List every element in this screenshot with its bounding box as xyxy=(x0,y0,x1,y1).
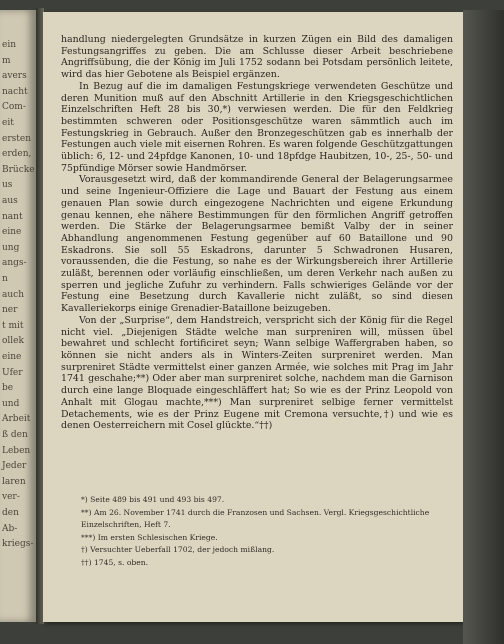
left-page-fragment: eit xyxy=(2,118,14,128)
paragraph: Von der „Surprise“, dem Handstreich, verspricht sich der König für die Regel nicht viel. „Diejenigen Städte welche man surpreniren will, müssen übel bewahret und schlecht fortificiret seyn; Wann selbige Waffergraben haben, so können sie nicht anders als in Winters-Zeiten surpreniret werden. Man surpreniret Städte vermittelst einer ganzen Armée, wie solches mit Prag im Jahr 1741 geschahe;**) Oder aber man surpreniret solche, nachdem man die Garnison durch eine lange Bloquade eingeschläffert hat; So wie es der Prinz Leopold von Anhalt mit Glogau machte,***) Man surpreniret selbige ferner vermittelst Detachements, wie es der Prinz Eugene mit Cremona versuchte,†) und wie es denen Oesterreichern mit Cosel glückte.“††) xyxy=(61,314,453,432)
left-page-fragment: den xyxy=(2,508,19,518)
left-page-fragment: nacht xyxy=(2,86,28,97)
footnote: *) Seite 489 bis 491 und 493 bis 497. xyxy=(81,495,225,504)
left-page-fragment: n xyxy=(2,274,8,284)
left-page-fragment: avers xyxy=(2,71,27,82)
left-page-edge xyxy=(0,10,36,622)
left-page-fragment: ß den xyxy=(2,430,28,440)
left-page-fragment: erden, xyxy=(2,149,32,160)
left-page-fragment: laren xyxy=(2,476,26,487)
left-page-fragment: Ab- xyxy=(2,523,18,534)
left-page-fragment: angs- xyxy=(2,258,27,269)
left-page-fragment: ein xyxy=(2,40,17,50)
left-page-fragment: Leben xyxy=(2,445,31,456)
left-page-fragment: m xyxy=(2,55,11,66)
left-page-fragment: us xyxy=(2,180,13,191)
left-page-fragment: aus xyxy=(2,196,18,206)
footnote: ††) 1745, s. oben. xyxy=(81,557,149,567)
left-page-fragment: ner xyxy=(2,305,18,316)
left-page-fragment: be xyxy=(2,383,14,394)
left-page-fragment: eine xyxy=(2,227,22,238)
footnotes xyxy=(81,494,441,569)
left-page-fragment: Com- xyxy=(2,102,26,113)
paragraph: handlung niedergelegten Grundsätze in kurzen Zügen ein Bild des damaligen Festungsangriffes zu geben. Die am Schlusse dieser Arbeit beschriebene Angriffsübung, die der König im Juli 1752 sodann bei Potsdam persönlich leitete, wird das hier Gebotene als Beispiel ergänzen. xyxy=(61,34,453,81)
left-page-fragment: ollek xyxy=(2,336,24,347)
background-edge xyxy=(463,10,504,644)
left-page-fragment: Arbeit xyxy=(2,414,31,425)
left-page-fragment: kriegs- xyxy=(2,539,34,550)
left-page-fragment: t mit xyxy=(2,320,24,331)
left-page-fragment: auch xyxy=(2,289,24,300)
left-page-fragment: eine xyxy=(2,352,22,362)
left-page-fragment: nant xyxy=(2,211,23,222)
left-page-fragment: ersten xyxy=(2,133,31,144)
left-page-fragment: Ufer xyxy=(2,367,23,378)
left-page-fragment: ung xyxy=(2,242,20,253)
paragraph: In Bezug auf die im damaligen Festungskriege verwendeten Geschütze und deren Munition muß auf den Abschnitt Artillerie in den Kriegsgeschichtlichen Einzelschriften Heft 28 bis 30,*) verwiesen werden. Die für den Feldkrieg bestimmten schweren oder Positionsgeschütze waren sämmtlich auch im Festungskrieg in Gebrauch. Außer den Bronzegeschützen gab es innerhalb der Festungen auch viele mit eisernen Rohren. Es waren folgende Geschützgattungen üblich: 6, 12- und 24pfdge Kanonen, 10- und 18pfdge Haubitzen, 10-, 25-, 50- und 75pfündige Mörser sowie Handmörser. xyxy=(61,80,453,174)
left-page-fragment: Brücke xyxy=(2,164,35,175)
paragraph: Vorausgesetzt wird, daß der kommandirende General der Belagerungsarmee und seine Ingenieur-Offiziere die Lage und Bauart der Festung aus einem genauen Plan sowie durch eingezogene Nachrichten und eigene Erkundung genau kennen, ehe nähere Bestimmungen für den förmlichen Angriff getroffen werden. Die Stärke der Belagerungsarmee bemißt Valby der in seiner Abhandlung angenommenen Festung gegenüber auf 60 Bataillone und 90 Eskadrons. Sie soll 55 Eskadrons, darunter 5 Schwadronen Husaren, voraussenden, die die Festung, so nahe es der Wirkungsbereich ihrer Artillerie zuläßt, berennen oder vorläufig einschließen, um deren Verkehr nach außen zu sperren und jegliche Zufuhr zu verhindern. Falls schwieriges Gelände vor der Festung eine Besetzung durch Kavallerie nicht zuläßt, so sind diesen Kavalleriekorps einige Grenadier-Bataillone beizugeben. xyxy=(61,174,453,315)
book-page xyxy=(43,12,463,622)
body-text xyxy=(61,34,453,432)
left-page-fragment: und xyxy=(2,398,20,409)
footnote: **) Am 26. November 1741 durch die Franzosen und Sachsen. Vergl. Kriegsgeschichtliche Einzelschriften, Heft 7. xyxy=(81,507,430,529)
left-page-fragment: Jeder xyxy=(2,461,27,472)
footnote: †) Versuchter Ueberfall 1702, der jedoch mißlang. xyxy=(81,545,275,554)
footnote: ***) Im ersten Schlesischen Kriege. xyxy=(81,532,218,542)
left-page-fragment: ver- xyxy=(2,492,20,503)
